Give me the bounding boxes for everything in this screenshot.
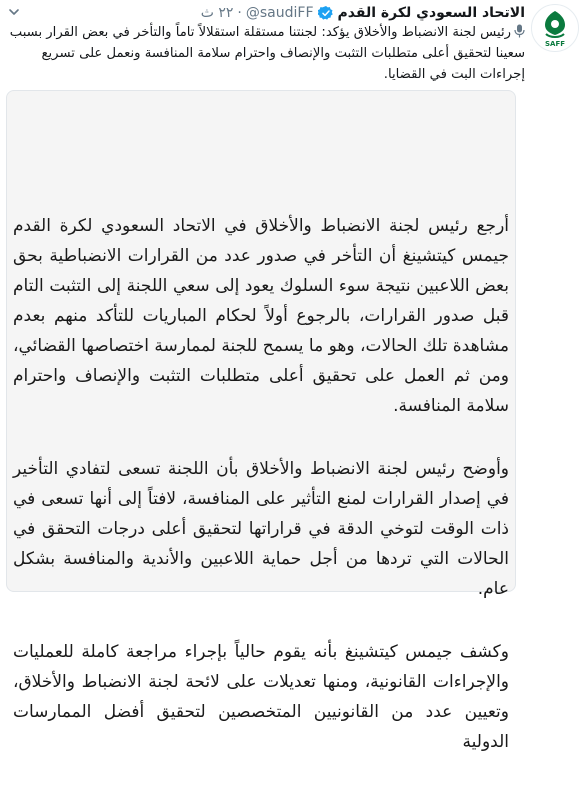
tweet-text <box>8 22 525 85</box>
svg-text:SAFF: SAFF <box>544 40 566 48</box>
account-handle[interactable]: @saudiFF <box>245 5 314 21</box>
attached-image[interactable] <box>6 90 516 752</box>
statement-paragraph-1: أرجع رئيس لجنة الانضباط والأخلاق في الاتحاد السعودي لكرة القدم جيمس كيتشينغ أن التأخر في صدور عدد من القرارات الانضباطية بحق بعض اللاعبين نتيجة سوء السلوك يعود إلى سعي اللجنة إلى التثبت التام قبل صدور القرارات، بالرجوع أولاً لحكام المباريات للتأكد منهم بعدم مشاهدة تلك الحالات، وهو ما يسمح للجنة لممارسة اختصاصها القضائي، ومن ثم العمل على تحقيق أعلى متطلبات التثبت والإنصاف واحترام سلامة المنافسة. <box>13 216 509 416</box>
verified-badge-icon <box>318 5 334 21</box>
statement-text <box>13 211 509 790</box>
account-name[interactable]: الاتحاد السعودي لكرة القدم <box>337 5 525 21</box>
microphone-icon <box>514 24 525 38</box>
separator-dot: · <box>237 5 242 21</box>
avatar[interactable] <box>531 4 579 52</box>
statement-paragraph-3: وكشف جيمس كيتشينغ بأنه يقوم حالياً بإجراء مراجعة كاملة للعمليات والإجراءات القانونية، ومنها تعديلات على لائحة لجنة الانضباط والأخلاق، وتعيين عدد من القانونيين المتخصصين لتحقيق أفضل الممارسات الدولية <box>13 642 509 752</box>
chevron-down-icon[interactable] <box>8 6 20 18</box>
saff-logo-icon <box>532 5 578 51</box>
tweet-timestamp[interactable]: ٢٢ ث <box>200 5 234 21</box>
tweet-text-body: رئيس لجنة الانضباط والأخلاق يؤكد: لجنتنا مستقلة استقلالاً تاماً والتأخر في بعض القرار بسبب سعينا لتحقيق أعلى متطلبات التثبت والإنصاف واحترام سلامة المنافسة ونعمل على تسريع إجراءات البت في القضايا. <box>9 25 525 82</box>
tweet-header <box>6 3 525 23</box>
statement-paragraph-2: وأوضح رئيس لجنة الانضباط والأخلاق بأن اللجنة تسعى لتفادي التأخير في إصدار القرارات لمنع التأثير على المنافسة، لافتاً إلى أنها تسعى في ذات الوقت لتوخي الدقة في قراراتها لتحقيق أعلى درجات التحقق في الحالات التي تردها من أجل حماية اللاعبين والأندية والمنافسة بشكل عام. <box>13 459 509 599</box>
